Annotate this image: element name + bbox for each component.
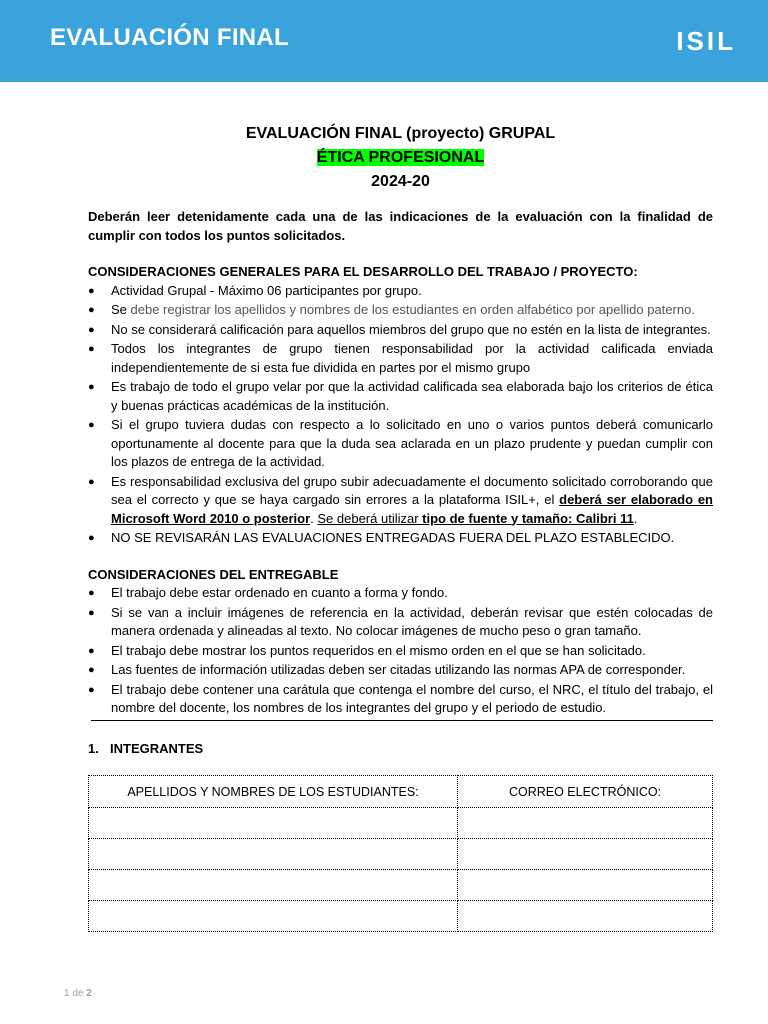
list-item: ● Actividad Grupal - Máximo 06 participantes por grupo.	[88, 282, 713, 301]
title-line-2	[88, 146, 713, 170]
general-considerations-list	[88, 282, 713, 548]
list-item: ● El trabajo debe contener una carátula que contenga el nombre del curso, el NRC, el título del trabajo, el nombre del docente, los nombres de los integrantes del grupo y el periodo de estudio.	[88, 681, 713, 718]
page-total: 2	[86, 988, 92, 999]
deliverable-list	[88, 584, 713, 718]
section-number: 1.	[88, 741, 99, 756]
document-body	[88, 122, 713, 719]
header-title: EVALUACIÓN FINAL	[50, 24, 290, 51]
list-item: ● Si se van a incluir imágenes de referencia en la actividad, deberán revisar que estén colocadas de manera ordenada y alineadas al texto. No colocar imágenes de mucho peso o gran tamaño.	[88, 604, 713, 641]
font-requirement: tipo de fuente y tamaño: Calibri 11	[422, 510, 634, 526]
table-row	[89, 901, 713, 932]
name-cell[interactable]	[89, 808, 458, 839]
list-item-text: debe registrar los apellidos y nombres de los estudiantes en orden alfabético por apellido paterno.	[130, 302, 695, 317]
general-considerations-heading: CONSIDERACIONES GENERALES PARA EL DESARROLLO DEL TRABAJO / PROYECTO:	[88, 264, 638, 279]
name-cell[interactable]	[89, 901, 458, 932]
list-item	[88, 473, 713, 529]
list-item: ● El trabajo debe estar ordenado en cuanto a forma y fondo.	[88, 584, 713, 603]
section-integrantes-heading	[88, 741, 203, 756]
column-header-names: APELLIDOS Y NOMBRES DE LOS ESTUDIANTES:	[89, 776, 458, 808]
list-item-text: Se deberá utilizar	[317, 510, 423, 526]
list-item-text: .	[633, 510, 638, 526]
table-row	[89, 839, 713, 870]
email-cell[interactable]	[458, 870, 713, 901]
list-item: ● Si el grupo tuviera dudas con respecto a lo solicitado en uno o varios puntos deberá comunicarlo oportunamente al docente para que la duda sea aclarada en un plazo prudente y puedan cumplir con los plazos de entrega de la actividad.	[88, 416, 713, 472]
table-row	[89, 808, 713, 839]
word-requirement: deberá ser elaborado en Microsoft Word 2010 o posterior	[111, 492, 713, 526]
list-item: ● El trabajo debe mostrar los puntos requeridos en el mismo orden en el que se han solicitado.	[88, 642, 713, 661]
list-item: ● NO SE REVISARÁN LAS EVALUACIONES ENTREGADAS FUERA DEL PLAZO ESTABLECIDO.	[88, 529, 713, 548]
column-header-email: CORREO ELECTRÓNICO:	[458, 776, 713, 808]
list-item: ● Todos los integrantes de grupo tienen responsabilidad por la actividad calificada enviada independientemente de si esta fue dividida en partes por el mismo grupo	[88, 340, 713, 377]
members-table	[88, 775, 713, 932]
email-cell[interactable]	[458, 808, 713, 839]
document-title	[88, 122, 713, 194]
list-item-text: Es responsabilidad exclusiva del grupo subir adecuadamente el documento solicitado corroborando que sea el correcto y que se haya cargado sin errores a la plataforma ISIL+, el	[111, 473, 713, 507]
table-header-row	[89, 776, 713, 808]
list-item: ● Es trabajo de todo el grupo velar por que la actividad calificada sea elaborada bajo los criterios de ética y buenas prácticas académicas de la institución.	[88, 378, 713, 415]
course-name-highlight: ÉTICA PROFESIONAL	[316, 149, 485, 166]
list-item-text: Se	[111, 302, 131, 317]
page-separator: de	[69, 988, 87, 999]
list-item-text: .	[310, 510, 318, 526]
section-label: INTEGRANTES	[110, 741, 204, 756]
list-item: ● No se considerará calificación para aquellos miembros del grupo que no estén en la lista de integrantes.	[88, 321, 713, 340]
name-cell[interactable]	[89, 839, 458, 870]
page-header	[0, 0, 768, 82]
horizontal-divider	[91, 720, 713, 721]
deliverable-heading: CONSIDERACIONES DEL ENTREGABLE	[88, 566, 339, 582]
page-number	[64, 988, 92, 999]
isil-logo: ISIL	[676, 26, 736, 56]
table-row	[89, 870, 713, 901]
list-item	[88, 301, 713, 320]
list-item: ● Las fuentes de información utilizadas deben ser citadas utilizando las normas APA de corresponder.	[88, 661, 713, 680]
page-current: 1	[64, 988, 70, 999]
email-cell[interactable]	[458, 839, 713, 870]
name-cell[interactable]	[89, 870, 458, 901]
title-line-3: 2024-20	[371, 173, 430, 190]
email-cell[interactable]	[458, 901, 713, 932]
intro-paragraph: Deberán leer detenidamente cada una de las indicaciones de la evaluación con la finalidad de cumplir con todos los puntos solicitados.	[88, 209, 713, 243]
title-line-1: EVALUACIÓN FINAL (proyecto) GRUPAL	[245, 125, 556, 142]
